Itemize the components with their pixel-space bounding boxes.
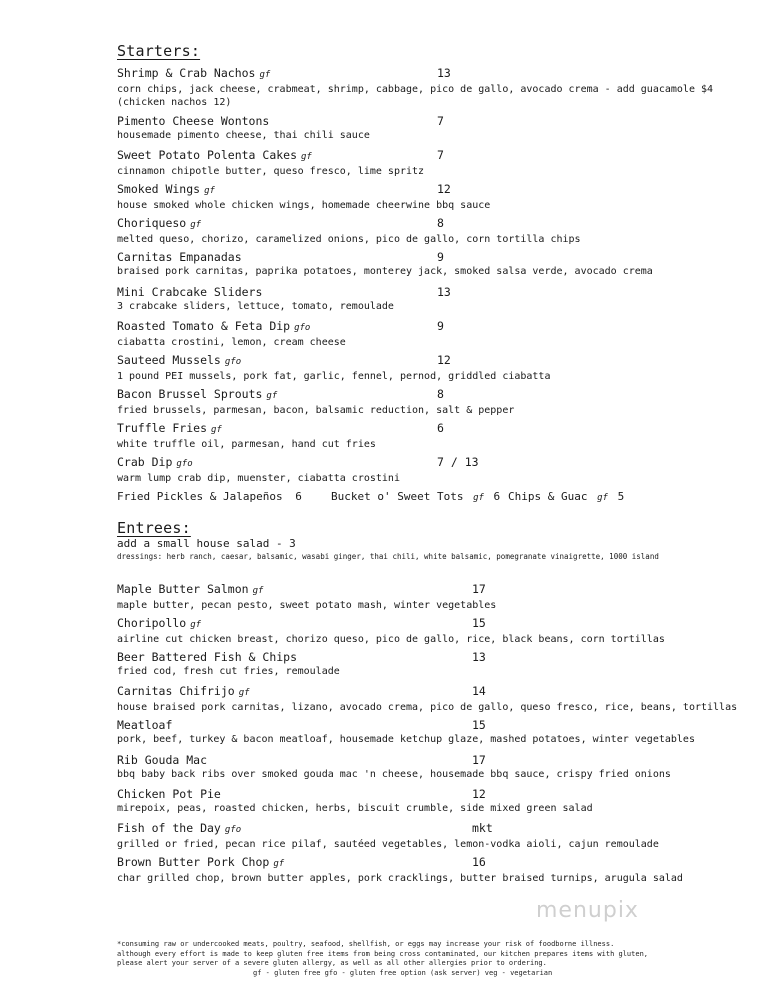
- item-description: corn chips, jack cheese, crabmeat, shrimp, cabbage, pico de gallo, avocado crema - add guacamole $4: [117, 84, 714, 95]
- item-title: Shrimp & Crab Nachos: [117, 66, 256, 80]
- item-name: [117, 684, 737, 701]
- dietary-tag: gf: [259, 70, 271, 80]
- item-title: Choriqueso: [117, 216, 187, 230]
- dietary-tag: gf: [204, 186, 215, 196]
- item-description: fried brussels, parmesan, bacon, balsamic reduction, salt & pepper: [117, 405, 515, 416]
- item-price: 12: [437, 182, 451, 196]
- item-description: maple butter, pecan pesto, sweet potato mash, winter vegetables: [117, 600, 497, 611]
- item-price: 9: [437, 250, 444, 264]
- item-title: Beer Battered Fish & Chips: [117, 650, 298, 664]
- item-title: Crab Dip: [117, 455, 173, 469]
- item-title: Fish of the Day: [117, 821, 221, 835]
- item-price: 17: [472, 582, 486, 596]
- item-price: 15: [472, 616, 486, 630]
- item-title: Sauteed Mussels: [117, 353, 221, 367]
- salad-addon: [117, 537, 659, 562]
- side-name: Fried Pickles & Jalapeños: [117, 490, 283, 503]
- item-price: 8: [437, 216, 444, 230]
- dietary-tag: gf: [301, 152, 312, 162]
- item-title: Chicken Pot Pie: [117, 787, 221, 801]
- dietary-tag: gf: [252, 586, 264, 596]
- item-title: Bacon Brussel Sprouts: [117, 387, 263, 401]
- starters-heading: Starters:: [117, 42, 201, 60]
- menu-item: [117, 421, 737, 451]
- item-title: Pimento Cheese Wontons: [117, 114, 270, 128]
- item-name: [117, 753, 737, 768]
- item-price: 6: [437, 421, 444, 435]
- menu-item: [117, 319, 737, 349]
- footnote-legend: gf - gluten free gfo - gluten free option (ask server) veg - vegetarian: [253, 968, 553, 977]
- side-name: Chips & Guac: [508, 490, 588, 503]
- item-title: Meatloaf: [117, 718, 173, 732]
- item-name: [117, 718, 737, 733]
- footnote-line: *consuming raw or undercooked meats, poultry, seafood, shellfish, or eggs may increase your risk of foodborne illness.: [117, 940, 615, 948]
- dietary-tag: gfo: [176, 459, 193, 469]
- item-title: Brown Butter Pork Chop: [117, 855, 270, 869]
- menu-item: [117, 753, 737, 781]
- item-title: Smoked Wings: [117, 182, 201, 196]
- dietary-tag: gfo: [224, 357, 242, 367]
- item-price: 17: [472, 753, 486, 767]
- item-name: [117, 182, 737, 199]
- menu-item: [117, 650, 737, 678]
- item-price: 7 / 13: [437, 455, 479, 469]
- item-title: Carnitas Empanadas: [117, 250, 242, 264]
- menu-item: [117, 616, 737, 646]
- item-title: Roasted Tomato & Feta Dip: [117, 319, 291, 333]
- item-description: bbq baby back ribs over smoked gouda mac 'n cheese, housemade bbq sauce, crispy fried onions: [117, 769, 671, 780]
- item-description: mirepoix, peas, roasted chicken, herbs, biscuit crumble, side mixed green salad: [117, 803, 593, 814]
- watermark-logo: menupix: [536, 898, 639, 923]
- item-price: 12: [437, 353, 451, 367]
- allergy-footnote: [117, 940, 677, 978]
- item-title: Rib Gouda Mac: [117, 753, 208, 767]
- item-name: [117, 650, 737, 665]
- menu-item: [117, 114, 737, 142]
- item-name: [117, 319, 737, 336]
- side-price: 6: [295, 490, 302, 503]
- menu-item: [117, 855, 737, 885]
- item-description: melted queso, chorizo, caramelized onions, pico de gallo, corn tortilla chips: [117, 234, 581, 245]
- item-title: Choripollo: [117, 616, 187, 630]
- item-description: white truffle oil, parmesan, hand cut fries: [117, 439, 376, 450]
- menu-item: [117, 684, 737, 714]
- footnote-line: please alert your server of a severe gluten allergy, as well as all other allergies prior to ordering.: [117, 959, 547, 967]
- item-description: braised pork carnitas, paprika potatoes, monterey jack, smoked salsa verde, avocado crema: [117, 266, 653, 277]
- item-name: [117, 787, 737, 802]
- menu-item: [117, 182, 737, 212]
- item-price: 15: [472, 718, 486, 732]
- dietary-tag: gf: [190, 620, 202, 630]
- item-description-extra: (chicken nachos 12): [117, 97, 232, 108]
- item-price: 7: [437, 114, 444, 128]
- side-item: [508, 490, 624, 503]
- item-price: 8: [437, 387, 444, 401]
- item-name: [117, 216, 737, 233]
- item-name: [117, 855, 737, 872]
- item-name: [117, 582, 737, 599]
- side-name: Bucket o' Sweet Tots: [331, 490, 464, 503]
- item-description: housemade pimento cheese, thai chili sauce: [117, 130, 370, 141]
- item-description: grilled or fried, pecan rice pilaf, sautéed vegetables, lemon-vodka aioli, cajun remoulade: [117, 839, 659, 850]
- item-name: [117, 353, 737, 370]
- salad-addon-line: add a small house salad - 3: [117, 537, 296, 550]
- item-price: 13: [437, 285, 451, 299]
- item-title: Sweet Potato Polenta Cakes: [117, 148, 298, 162]
- item-description: airline cut chicken breast, chorizo queso, pico de gallo, rice, black beans, corn tortillas: [117, 634, 665, 645]
- menu-item: [117, 787, 737, 815]
- menu-item: [117, 821, 737, 851]
- menu-item: [117, 66, 737, 109]
- item-description: house smoked whole chicken wings, homemade cheerwine bbq sauce: [117, 200, 491, 211]
- item-name: [117, 148, 737, 165]
- item-name: [117, 616, 737, 633]
- side-price: 6: [493, 490, 501, 503]
- dietary-tag: gf: [273, 859, 285, 869]
- side-tag: gf: [473, 493, 484, 503]
- item-title: Carnitas Chifrijo: [117, 684, 235, 698]
- item-description: house braised pork carnitas, lizano, avocado crema, pico de gallo, queso fresco, rice, beans, tortillas: [117, 702, 738, 713]
- item-price: 12: [472, 787, 486, 801]
- dietary-tag: gf: [211, 425, 222, 435]
- menu-item: [117, 387, 737, 417]
- item-name: [117, 821, 737, 838]
- item-description: 1 pound PEI mussels, pork fat, garlic, fennel, pernod, griddled ciabatta: [117, 371, 551, 382]
- item-price: 16: [472, 855, 486, 869]
- item-description: fried cod, fresh cut fries, remoulade: [117, 666, 340, 677]
- item-title: Maple Butter Salmon: [117, 582, 249, 596]
- item-name: [117, 285, 737, 300]
- dietary-tag: gfo: [294, 323, 311, 333]
- item-title: Mini Crabcake Sliders: [117, 285, 263, 299]
- side-price: 5: [617, 490, 625, 503]
- menu-item: [117, 582, 737, 612]
- item-description: cinnamon chipotle butter, queso fresco, lime spritz: [117, 166, 425, 177]
- dietary-tag: gf: [238, 688, 250, 698]
- item-description: 3 crabcake sliders, lettuce, tomato, remoulade: [117, 301, 394, 312]
- item-name: [117, 455, 737, 472]
- item-price: mkt: [472, 821, 493, 835]
- item-description: warm lump crab dip, muenster, ciabatta crostini: [117, 473, 400, 484]
- dietary-tag: gfo: [224, 825, 242, 835]
- menu-item: [117, 353, 737, 383]
- dietary-tag: gf: [190, 220, 202, 230]
- item-name: [117, 114, 737, 129]
- side-item: [117, 490, 302, 503]
- side-item: [331, 490, 500, 503]
- item-name: [117, 421, 737, 438]
- dressings-list: dressings: herb ranch, caesar, balsamic, wasabi ginger, thai chili, white balsamic, pomegranate vinaigrette, 1000 island: [117, 552, 659, 561]
- item-description: char grilled chop, brown butter apples, pork cracklings, butter braised turnips, arugula salad: [117, 873, 683, 884]
- menu-item: [117, 455, 737, 485]
- item-name: [117, 387, 737, 404]
- side-tag: gf: [597, 493, 608, 503]
- dietary-tag: gf: [266, 391, 278, 401]
- item-price: 13: [437, 66, 451, 80]
- item-price: 7: [437, 148, 444, 162]
- item-name: [117, 250, 737, 265]
- footnote-line: although every effort is made to keep gluten free items from being cross contaminated, our kitchen prepares items with gluten,: [117, 949, 649, 958]
- menu-item: [117, 285, 737, 313]
- entrees-heading: Entrees:: [117, 519, 191, 537]
- item-name: [117, 66, 737, 83]
- menu-item: [117, 216, 737, 246]
- menu-item: [117, 250, 737, 278]
- item-description: pork, beef, turkey & bacon meatloaf, housemade ketchup glaze, mashed potatoes, winter vegetables: [117, 734, 695, 745]
- item-price: 14: [472, 684, 486, 698]
- menu-item: [117, 148, 737, 178]
- menu-item: [117, 718, 737, 746]
- item-price: 13: [472, 650, 486, 664]
- item-price: 9: [437, 319, 444, 333]
- item-description: ciabatta crostini, lemon, cream cheese: [117, 337, 346, 348]
- item-title: Truffle Fries: [117, 421, 208, 435]
